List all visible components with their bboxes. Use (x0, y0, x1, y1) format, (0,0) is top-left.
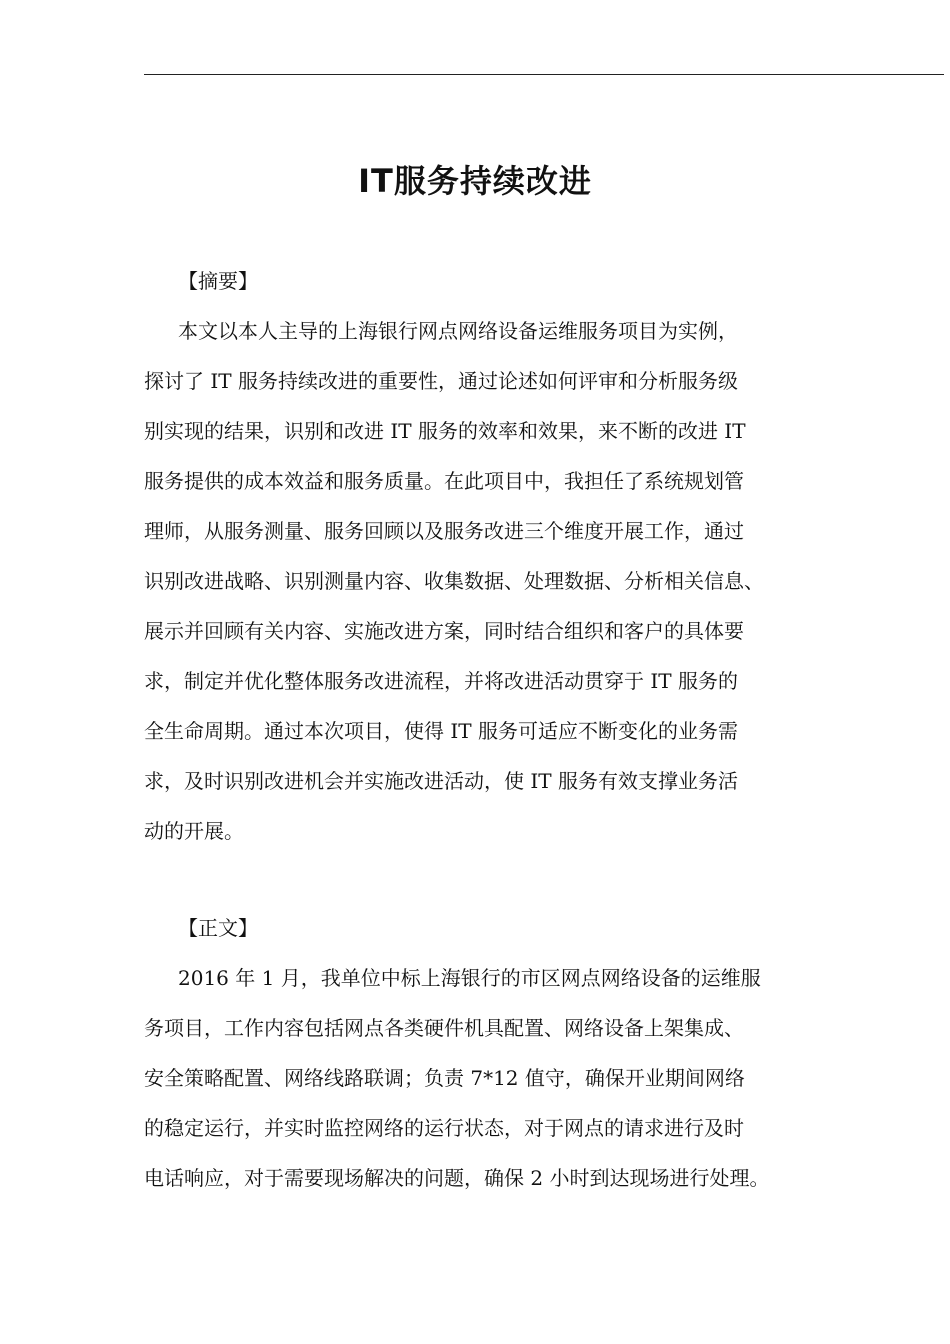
abstract-line: 全生命周期。通过本次项目，使得 IT 服务可适应不断变化的业务需 (144, 719, 738, 743)
abstract-line: 识别改进战略、识别测量内容、收集数据、处理数据、分析相关信息、 (144, 569, 764, 593)
abstract-line: 探讨了 IT 服务持续改进的重要性，通过论述如何评审和分析服务级 (144, 369, 738, 393)
abstract-label: 【摘要】 (178, 269, 258, 293)
abstract-line: 求，及时识别改进机会并实施改进活动，使 IT 服务有效支撑业务活 (144, 769, 738, 793)
abstract-line: 别实现的结果，识别和改进 IT 服务的效率和效果，来不断的改进 IT (144, 419, 746, 443)
body-line: 2016 年 1 月，我单位中标上海银行的市区网点网络设备的运维服 (178, 966, 761, 990)
document-title: IT服务持续改进 (358, 162, 592, 200)
abstract-line: 展示并回顾有关内容、实施改进方案，同时结合组织和客户的具体要 (144, 619, 744, 643)
header-rule (144, 74, 944, 75)
abstract-line: 服务提供的成本效益和服务质量。在此项目中，我担任了系统规划管 (144, 469, 744, 493)
abstract-line: 理师，从服务测量、服务回顾以及服务改进三个维度开展工作，通过 (144, 519, 744, 543)
body-line: 务项目，工作内容包括网点各类硬件机具配置、网络设备上架集成、 (144, 1016, 744, 1040)
body-paragraph (144, 953, 769, 1203)
abstract-line: 动的开展。 (144, 819, 244, 843)
body-line: 电话响应，对于需要现场解决的问题，确保 2 小时到达现场进行处理。 (144, 1166, 770, 1190)
body-line: 安全策略配置、网络线路联调；负责 7*12 值守，确保开业期间网络 (144, 1066, 745, 1090)
abstract-line: 求，制定并优化整体服务改进流程，并将改进活动贯穿于 IT 服务的 (144, 669, 738, 693)
abstract-paragraph (144, 306, 764, 856)
body-line: 的稳定运行，并实时监控网络的运行状态，对于网点的请求进行及时 (144, 1116, 744, 1140)
body-label: 【正文】 (178, 916, 258, 940)
abstract-line: 本文以本人主导的上海银行网点网络设备运维服务项目为实例， (178, 319, 738, 343)
